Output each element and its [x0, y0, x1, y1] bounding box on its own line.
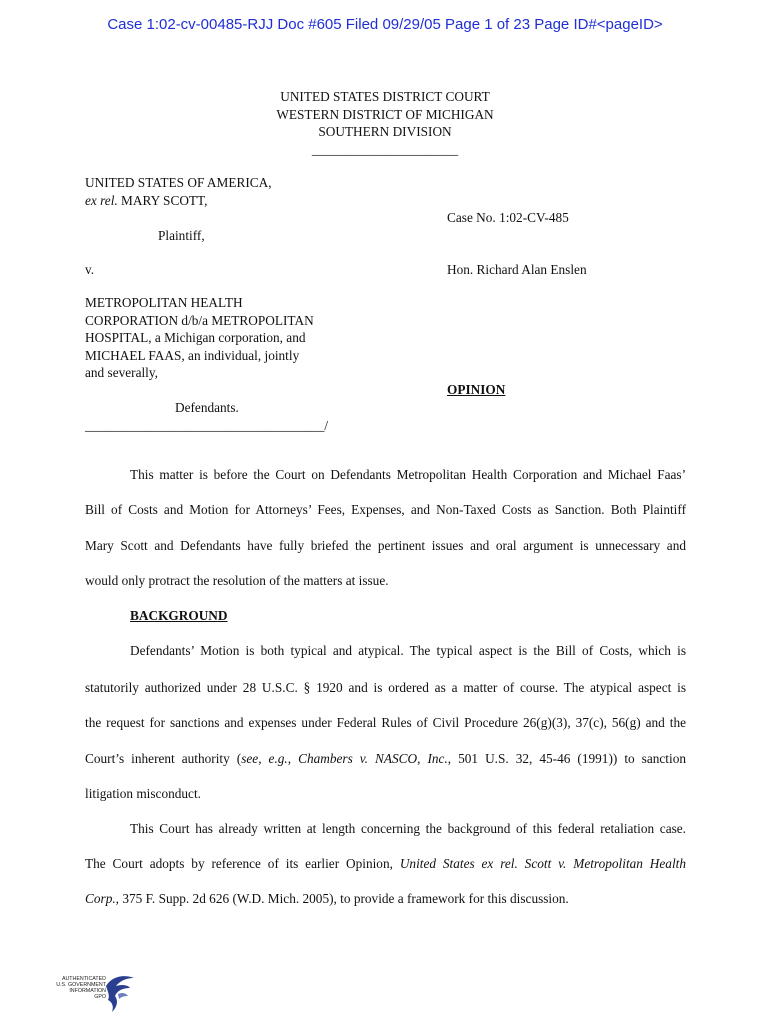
gpo-logo-text	[44, 976, 106, 1000]
gpo-text-line: INFORMATION	[69, 988, 106, 994]
body-line	[85, 751, 686, 767]
text-run: , 375 F. Supp. 2d 626 (W.D. Mich. 2005), to provide a framework for this discussion.	[115, 891, 569, 906]
body-line: the request for sanctions and expenses under Federal Rules of Civil Procedure 26(g)(3), 37(c), 56(g) and the	[85, 715, 686, 730]
citation-italic: Corp.	[85, 891, 116, 906]
text-run: The Court adopts by reference of its earlier Opinion,	[85, 856, 400, 871]
court-division: SOUTHERN DIVISION	[318, 124, 452, 139]
body-line: Defendants’ Motion is both typical and atypical. The typical aspect is the Bill of Costs, which is	[130, 643, 686, 658]
body-line: statutorily authorized under 28 U.S.C. § 1920 and is ordered as a matter of course. The atypical aspect is	[85, 680, 686, 695]
filing-stamp: Case 1:02-cv-00485-RJJ Doc #605 Filed 09/29/05 Page 1 of 23 Page ID#<pageID>	[107, 16, 663, 33]
versus: v.	[85, 262, 95, 277]
defendant-line-3: HOSPITAL, a Michigan corporation, and	[85, 330, 306, 345]
gpo-text-line: U.S. GOVERNMENT	[56, 982, 106, 988]
body-line	[85, 891, 686, 907]
judge-name: Hon. Richard Alan Enslen	[447, 262, 587, 277]
body-line: would only protract the resolution of the matters at issue.	[85, 573, 389, 588]
gpo-text-line: GPO	[94, 994, 106, 1000]
citation-italic: United States ex rel. Scott v. Metropolitan Health	[399, 856, 686, 871]
court-district: WESTERN DISTRICT OF MICHIGAN	[276, 106, 494, 122]
body-line: Bill of Costs and Motion for Attorneys’ Fees, Expenses, and Non-Taxed Costs as Sanction. Both Plaintiff	[85, 502, 686, 517]
case-number: Case No. 1:02-CV-485	[447, 210, 569, 225]
defendant-line-4: MICHAEL FAAS, an individual, jointly	[85, 348, 300, 363]
plaintiff-role: Plaintiff,	[158, 228, 205, 243]
court-header	[0, 88, 770, 158]
text-run: Court’s inherent authority (	[85, 751, 242, 766]
ex-rel-text: ex rel.	[85, 193, 118, 208]
body-line	[85, 856, 686, 872]
court-rule: ______________________	[311, 141, 459, 157]
defendant-role: Defendants.	[175, 400, 239, 415]
caption-underline: ____________________________________/	[85, 418, 329, 433]
body-line: Mary Scott and Defendants have fully briefed the pertinent issues and oral argument is unnecessary and	[85, 538, 686, 553]
body-line: This matter is before the Court on Defendants Metropolitan Health Corporation and Michael Faas’	[130, 467, 686, 482]
document-title: OPINION	[447, 382, 506, 397]
gpo-authentication-logo	[44, 972, 134, 1018]
eagle-icon	[102, 972, 136, 1016]
gpo-text-line: AUTHENTICATED	[61, 976, 106, 982]
defendant-line-5: and severally,	[85, 365, 158, 380]
defendant-line-2: CORPORATION d/b/a METROPOLITAN	[85, 313, 314, 328]
body-line: litigation misconduct.	[85, 786, 201, 801]
court-name: UNITED STATES DISTRICT COURT	[280, 89, 490, 104]
plaintiff-line-1: UNITED STATES OF AMERICA,	[85, 175, 272, 190]
plaintiff-line-2	[85, 192, 208, 210]
text-run: , 501 U.S. 32, 45-46 (1991)) to sanction	[447, 751, 686, 766]
citation-italic: see, e.g., Chambers v. NASCO, Inc.	[241, 751, 448, 766]
defendant-line-1: METROPOLITAN HEALTH	[85, 295, 243, 310]
body-line: This Court has already written at length concerning the background of this federal retaliation case.	[130, 821, 686, 836]
relator-name: MARY SCOTT,	[117, 193, 208, 208]
section-heading: BACKGROUND	[130, 608, 228, 623]
